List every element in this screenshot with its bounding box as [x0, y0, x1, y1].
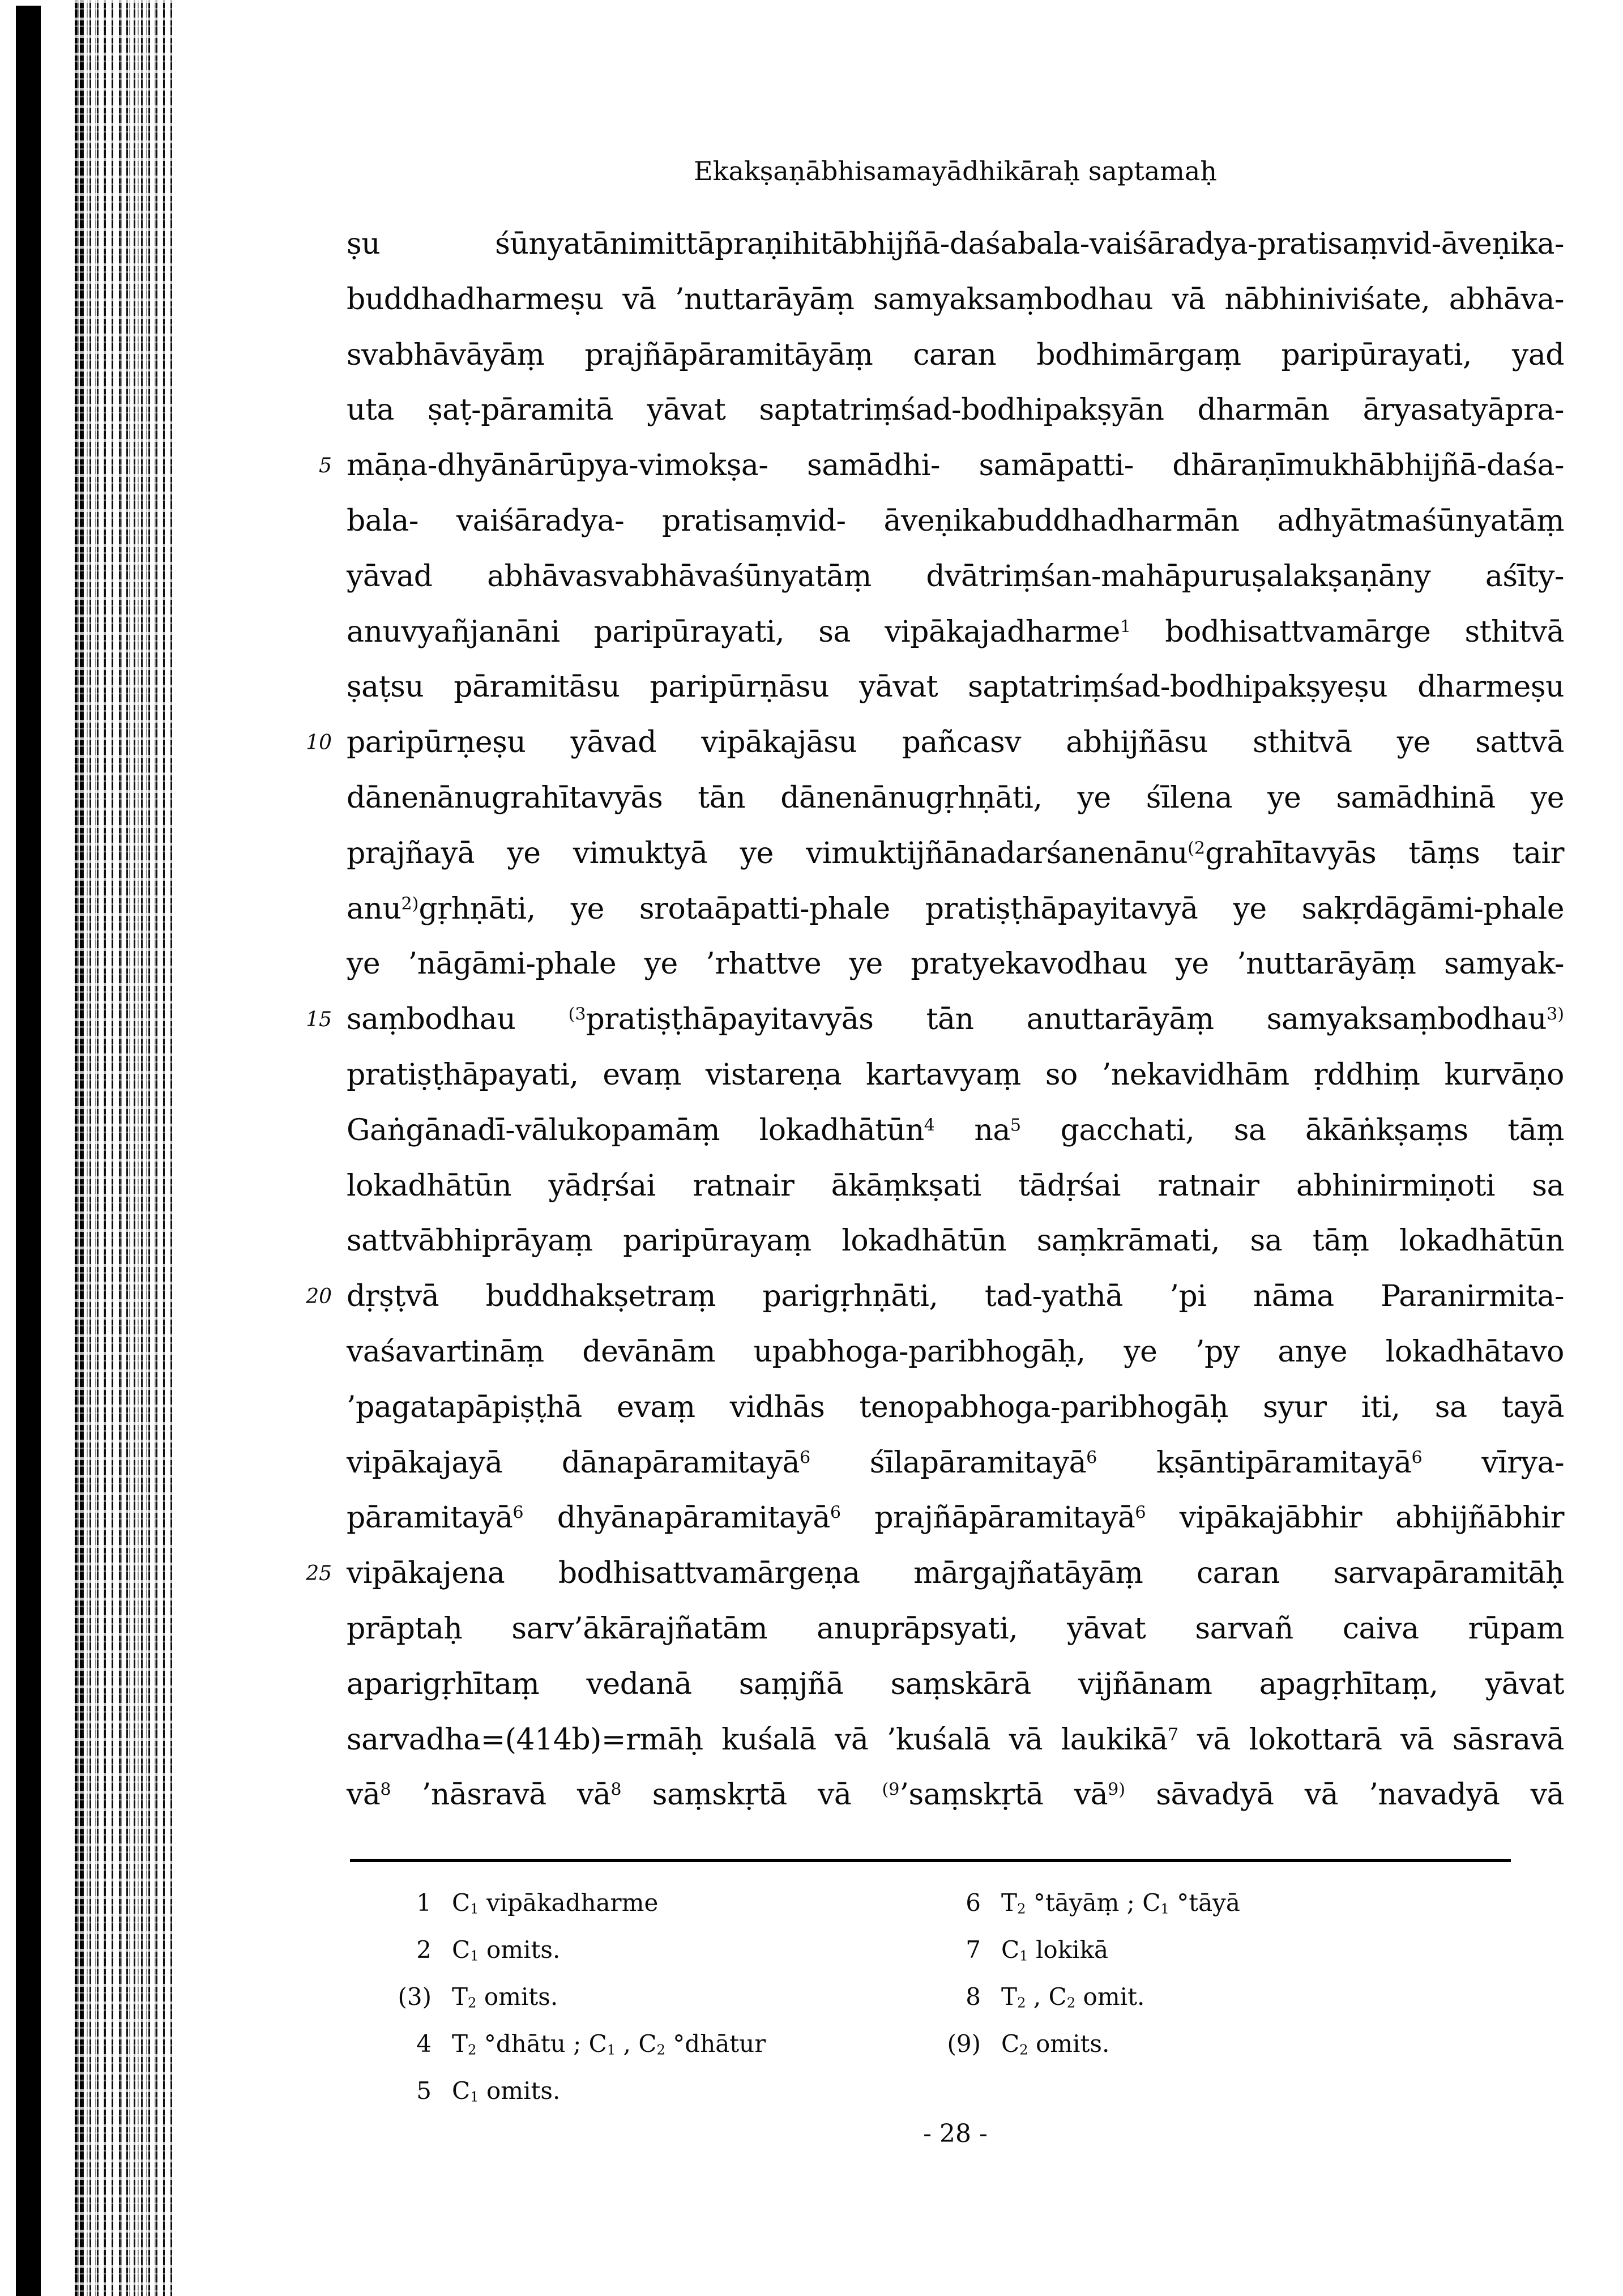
text-line — [347, 1380, 1564, 1436]
footnote — [381, 2067, 936, 2114]
footnote-number: 2 — [416, 1936, 432, 1964]
text-line — [347, 1602, 1564, 1657]
footnote-number: (9) — [947, 2030, 981, 2058]
text-line-content: sarvadha=(414b)=rmāḥ kuśalā vā ’kuśalā vā laukikā$^7$ vā lokottarā vā sāsravā — [347, 1722, 1564, 1757]
text-line — [347, 272, 1564, 328]
text-line — [347, 826, 1564, 882]
footnote-number: 7 — [966, 1936, 981, 1964]
margin-line-number: 25 — [306, 1562, 332, 1586]
text-line-content: ṣu śūnyatānimittāpraṇihitābhijñā-daśabala-vaiśāradya-pratisaṃvid-āveṇika- — [347, 227, 1564, 261]
footnote — [381, 1973, 936, 2020]
text-line — [347, 383, 1564, 438]
footnote-separator — [350, 1859, 1511, 1862]
text-line-content: dānenānugrahītavyās tān dānenānugṛhṇāti, ye śīlena ye samādhinā ye — [347, 780, 1564, 815]
text-line — [347, 882, 1564, 937]
text-line-content: saṃbodhau $^{(3}$pratiṣṭhāpayitavyās tān anuttarāyāṃ samyaksaṃbodhau$^{3)}$ — [347, 1002, 1565, 1037]
text-line-content: lokadhātūn yādṛśai ratnair ākāṃkṣati tādṛśai ratnair abhinirmiṇoti sa — [347, 1168, 1564, 1203]
footnote-number: 4 — [416, 2030, 432, 2058]
text-line-content: bala- vaiśāradya- pratisaṃvid- āveṇikabuddhadharmān adhyātmaśūnyatāṃ — [347, 503, 1564, 538]
footnote-number: 8 — [966, 1983, 981, 2011]
text-line — [347, 1048, 1564, 1103]
footnote-text: $C_1$ lokikā — [1001, 1936, 1109, 1964]
text-line-content: yāvad abhāvasvabhāvaśūnyatāṃ dvātriṃśan-mahāpuruṣalakṣaṇāny aśīty- — [347, 559, 1564, 594]
text-line — [347, 549, 1564, 605]
text-line-content: prāptaḥ sarv’ākārajñatām anuprāpsyati, yāvat sarvañ caiva rūpam — [347, 1611, 1564, 1646]
text-line — [319, 438, 1564, 494]
text-line — [347, 494, 1564, 549]
margin-line-number: 5 — [319, 454, 332, 478]
page-number: - 28 - — [923, 2119, 988, 2148]
text-line — [347, 1491, 1564, 1546]
text-line — [347, 605, 1564, 660]
footnote-text: $C_1$ omits. — [452, 1936, 561, 1964]
text-line-content: Gaṅgānadī-vālukopamāṃ lokadhātūn$^4$ $na^5$ gacchati, sa ākāṅkṣaṃs tāṃ — [347, 1113, 1564, 1147]
footnote — [381, 2020, 936, 2067]
text-line — [306, 1269, 1564, 1325]
text-line-content: vaśavartināṃ devānām upabhoga-paribhogāḥ, ye ’py anye lokadhātavo — [347, 1334, 1564, 1369]
text-line-content: paripūrṇeṣu yāvad vipākajāsu pañcasv abhijñāsu sthitvā ye sattvā — [347, 725, 1564, 760]
footnote — [930, 1926, 1524, 1973]
text-line — [347, 1325, 1564, 1380]
footnote-text: $C_1$ vipākadharme — [452, 1889, 659, 1917]
footnotes-left-column — [381, 1879, 936, 2114]
text-line — [306, 715, 1564, 771]
footnote-text: $T_2$ °tāyāṃ ; $C_1$ °tāyā — [1001, 1889, 1240, 1917]
footnote — [930, 1879, 1524, 1926]
text-line-content: vipākajena bodhisattvamārgeṇa mārgajñatāyāṃ caran sarvapāramitāḥ — [347, 1556, 1564, 1591]
text-line — [347, 1657, 1564, 1713]
scan-streak-noise — [75, 0, 172, 2296]
text-line-content: vipākajayā dānapāramitayā$^6$ śīlapāramitayā$^6$ kṣāntipāramitayā$^6$ vīrya- — [347, 1445, 1565, 1480]
text-line-content: svabhāvāyāṃ prajñāpāramitāyāṃ caran bodhimārgaṃ paripūrayati, yad — [347, 338, 1564, 372]
text-line — [347, 328, 1564, 383]
footnote-number: 5 — [416, 2077, 432, 2105]
text-line-content: uta ṣaṭ-pāramitā yāvat saptatriṃśad-bodhipakṣyān dharmān āryasatyāpra- — [347, 393, 1564, 428]
text-line-content: sattvābhiprāyaṃ paripūrayaṃ lokadhātūn saṃkrāmati, sa tāṃ lokadhātūn — [347, 1224, 1564, 1258]
text-line-content: ’pagatapāpiṣṭhā evaṃ vidhās tenopabhoga-paribhogāḥ syur iti, sa tayā — [347, 1390, 1564, 1424]
text-line-content: pratiṣṭhāpayati, evaṃ vistareṇa kartavyaṃ so ’nekavidhām ṛddhiṃ kurvāṇo — [347, 1057, 1564, 1092]
footnote-number: 6 — [966, 1889, 981, 1917]
footnote — [381, 1926, 936, 1973]
footnote-number: (3) — [398, 1983, 432, 2011]
footnote-text: $T_2$ , $C_2$ omit. — [1001, 1983, 1145, 2011]
text-line — [347, 1713, 1564, 1768]
text-line-content: māṇa-dhyānārūpya-vimokṣa- samādhi- samāpatti- dhāraṇīmukhābhijñā-daśa- — [347, 449, 1564, 483]
text-line-content: prajñayā ye vimuktyā ye vimuktijñānadarśanenānu$^{(2}$grahītavyās tāṃs tair — [347, 836, 1564, 870]
text-line-content: anuvyañjanāni paripūrayati, sa vipākajadharme$^1$ bodhisattvamārge sthitvā — [347, 614, 1564, 649]
body-text — [306, 217, 1565, 1823]
text-line — [347, 1436, 1564, 1491]
margin-line-number: 15 — [306, 1008, 332, 1032]
footnote — [381, 1879, 936, 1926]
footnote-text: $T_2$ °dhātu ; $C_1$ , $C_2$ °dhātur — [452, 2030, 766, 2058]
text-line — [347, 771, 1564, 826]
chapter-heading: Ekakṣaṇābhisamayādhikāraḥ saptamaḥ — [694, 156, 1217, 186]
text-line — [347, 1159, 1564, 1214]
text-line-content: ṣaṭsu pāramitāsu paripūrṇāsu yāvat saptatriṃśad-bodhipakṣyeṣu dharmeṣu — [347, 670, 1564, 705]
text-line-content: pāramitayā$^6$ dhyānapāramitayā$^6$ prajñāpāramitayā$^6$ vipākajābhir abhijñābhir — [347, 1501, 1564, 1535]
text-line-content: buddhadharmeṣu vā ’nuttarāyāṃ samyaksaṃbodhau vā nābhiniviśate, abhāva- — [347, 282, 1564, 317]
text-line — [347, 937, 1564, 992]
text-line-content: dṛṣṭvā buddhakṣetraṃ parigṛhṇāti, tad-yathā ’pi nāma Paranirmita- — [347, 1279, 1564, 1314]
text-line — [306, 1546, 1564, 1602]
margin-line-number: 20 — [306, 1285, 332, 1309]
text-line — [347, 660, 1564, 715]
footnote-text: $C_1$ omits. — [452, 2077, 561, 2105]
text-line — [306, 992, 1565, 1048]
text-line — [347, 217, 1564, 272]
footnote — [930, 1973, 1524, 2020]
text-line — [347, 1768, 1564, 1823]
text-line — [347, 1103, 1564, 1159]
text-line-content: aparigṛhītaṃ vedanā saṃjñā saṃskārā vijñānam apagṛhītaṃ, yāvat — [347, 1667, 1564, 1701]
margin-line-number: 10 — [306, 731, 332, 755]
scan-binding-bar — [16, 6, 41, 2296]
text-line-content: anu$^{2)}$gṛhṇāti, ye srotaāpatti-phale pratiṣṭhāpayitavyā ye sakṛdāgāmi-phale — [347, 891, 1564, 926]
footnote — [930, 2020, 1524, 2067]
text-line-content: ye ’nāgāmi-phale ye ’rhattve ye pratyekavodhau ye ’nuttarāyāṃ samyak- — [347, 947, 1564, 981]
footnote-text: $C_2$ omits. — [1001, 2030, 1110, 2058]
text-line-content: $vā^8$ ’nāsravā $vā^8$ saṃskṛtā vā $^{(9}$’saṃskṛtā $vā^{9)}$ sāvadyā vā ’navadyā vā — [347, 1778, 1564, 1812]
footnote-text: $T_2$ omits. — [452, 1983, 558, 2011]
text-line — [347, 1214, 1564, 1269]
footnote-number: 1 — [416, 1889, 432, 1917]
footnotes-right-column — [930, 1879, 1524, 2067]
